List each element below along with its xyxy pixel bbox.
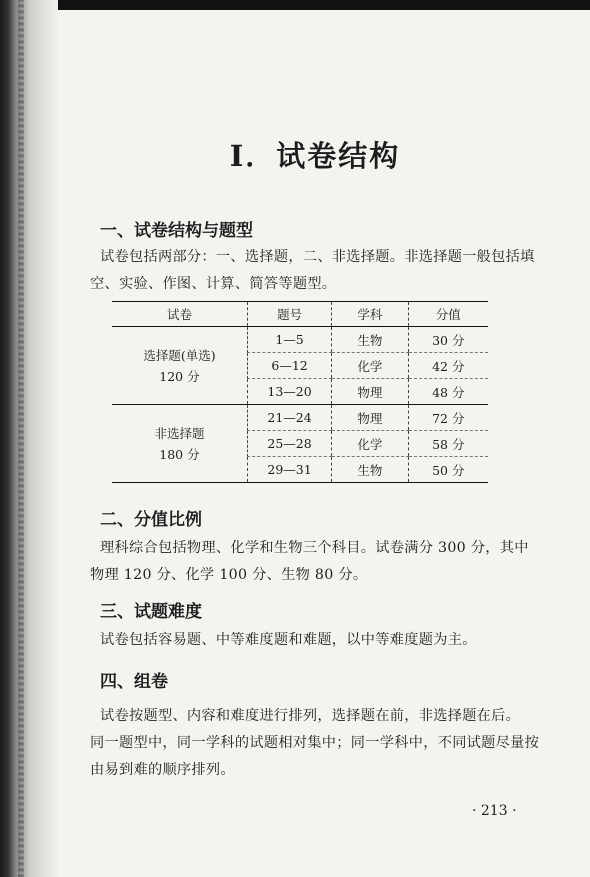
group-name: 选择题(单选) [143, 347, 216, 363]
group-name: 非选择题 [154, 425, 205, 441]
question-range: 29—31 [247, 457, 331, 483]
subject: 生物 [332, 327, 408, 353]
question-range: 25—28 [247, 431, 331, 457]
question-range: 21—24 [247, 405, 331, 431]
table-row [112, 327, 488, 353]
subject: 物理 [332, 405, 408, 431]
book-spine-shadow [0, 0, 58, 877]
paragraph-line: 空、实验、作图、计算、简答等题型。 [90, 276, 337, 292]
paragraph-line: 同一题型中，同一学科的试题相对集中；同一学科中，不同试题尽量按 [90, 735, 540, 751]
group-score: 120 分 [159, 368, 200, 384]
question-range: 13—20 [247, 379, 331, 405]
points: 42 分 [408, 353, 488, 379]
scan-top-edge [0, 0, 590, 10]
points: 50 分 [408, 457, 488, 483]
paragraph-line: 试卷包括两部分：一、选择题，二、非选择题。非选择题一般包括填 [100, 249, 535, 265]
page-title: I．试卷结构 [229, 139, 401, 173]
page-number: · 213 · [472, 803, 517, 819]
exam-structure-table [112, 301, 488, 483]
section-heading-score-ratio: 二、分值比例 [100, 510, 202, 530]
section-body-assembly [90, 703, 552, 784]
paragraph-line: 试卷包括容易题、中等难度题和难题，以中等难度题为主。 [100, 632, 477, 648]
paragraph-line: 物理 120 分、化学 100 分、生物 80 分。 [90, 567, 368, 583]
paragraph-line: 由易到难的顺序排列。 [90, 762, 235, 778]
paragraph-line: 试卷按题型、内容和难度进行排列，选择题在前，非选择题在后。 [100, 708, 521, 724]
group-score: 180 分 [159, 446, 200, 462]
paragraph-line: 理科综合包括物理、化学和生物三个科目。试卷满分 300 分，其中 [100, 540, 529, 556]
section-heading-structure: 一、试卷结构与题型 [100, 221, 253, 241]
subject: 物理 [332, 379, 408, 405]
section-body-structure [90, 244, 552, 298]
table-header-cell: 分值 [408, 302, 488, 327]
subject: 化学 [332, 353, 408, 379]
points: 58 分 [408, 431, 488, 457]
points: 48 分 [408, 379, 488, 405]
question-range: 6—12 [247, 353, 331, 379]
table-header-cell: 题号 [247, 302, 331, 327]
table-header-row [112, 302, 488, 327]
group-cell-choice [112, 327, 247, 405]
table-header-cell: 学科 [332, 302, 408, 327]
question-range: 1—5 [247, 327, 331, 353]
points: 72 分 [408, 405, 488, 431]
table-row [112, 405, 488, 431]
subject: 化学 [332, 431, 408, 457]
table-header-cell: 试卷 [112, 302, 247, 327]
points: 30 分 [408, 327, 488, 353]
section-body-score-ratio [90, 535, 552, 589]
subject: 生物 [332, 457, 408, 483]
section-heading-difficulty: 三、试题难度 [100, 602, 202, 622]
group-cell-non-choice [112, 405, 247, 483]
section-heading-assembly: 四、组卷 [100, 672, 168, 692]
section-body-difficulty [100, 627, 552, 654]
